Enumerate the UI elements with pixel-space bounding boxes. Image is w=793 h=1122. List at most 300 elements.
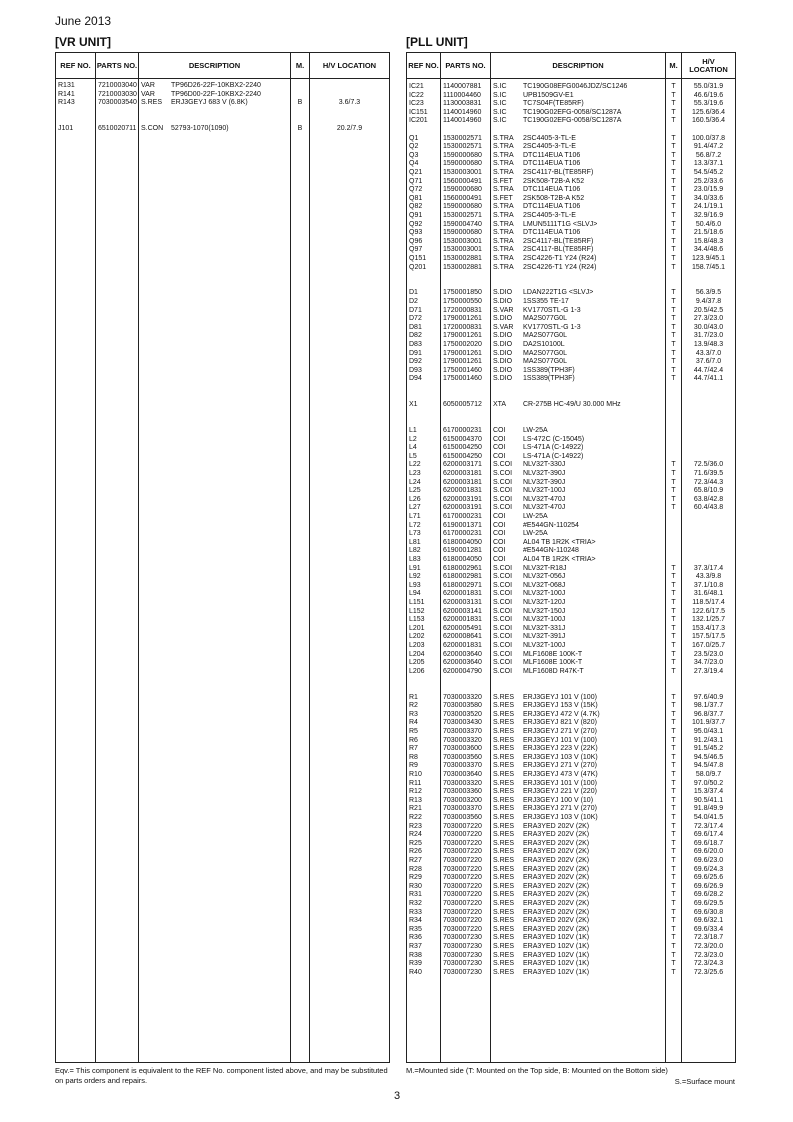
parts-no: 6200001831	[443, 590, 482, 598]
hv-location: 43.3/9.8	[695, 573, 722, 581]
parts-no: 1790001261	[443, 358, 482, 366]
parts-no: 6170000231	[443, 427, 482, 434]
ref-no: R12	[409, 788, 422, 796]
part-description: ERJ3GEYJ 271 V (270)	[523, 762, 597, 770]
ref-no: L83	[409, 556, 421, 563]
part-description: DTC114EUA T106	[523, 186, 581, 194]
mounted-side: T	[671, 263, 676, 271]
parts-no: 6200003640	[443, 650, 482, 658]
parts-no: 7030007220	[443, 908, 482, 916]
part-type: S.RES	[493, 779, 515, 787]
ref-no: L92	[409, 573, 421, 581]
ref-no: R24	[409, 831, 422, 839]
mounted-side: T	[671, 315, 676, 323]
part-type: COI	[493, 452, 506, 460]
ref-no: R40	[409, 968, 422, 976]
part-type: S.TRA	[493, 186, 514, 194]
part-description: ERA3YED 202V (2K)	[523, 917, 590, 925]
hv-location: 56.3/9.5	[695, 289, 722, 297]
part-type: S.RES	[493, 693, 515, 701]
ref-no: Q92	[409, 220, 423, 228]
part-description: NLV32T-390J	[523, 478, 566, 486]
parts-no: 7030007230	[443, 951, 482, 959]
mounted-side: T	[671, 332, 676, 340]
mounted-side: T	[671, 461, 676, 469]
part-description: ERJ3GEYJ 101 V (100)	[523, 693, 597, 701]
ref-no: L4	[409, 444, 417, 452]
parts-no: 7030003640	[443, 771, 482, 778]
parts-no: 6150004250	[443, 452, 482, 460]
mounted-side: T	[671, 753, 676, 761]
hv-location: 98.1/37.7	[693, 702, 724, 710]
part-type: S.COI	[493, 659, 513, 667]
ref-no: L72	[409, 521, 421, 529]
part-type: S.COI	[493, 633, 513, 641]
part-description: ERA3YED 202V (2K)	[523, 865, 590, 873]
hv-location: 54.5/45.2	[693, 169, 724, 176]
parts-no: 1720000831	[443, 306, 482, 314]
part-type: S.TRA	[493, 160, 514, 168]
ref-no: R32	[409, 900, 422, 907]
parts-no: 7030003320	[443, 779, 482, 787]
ref-no: Q81	[409, 194, 423, 202]
ref-no: R33	[409, 908, 422, 916]
ref-no: L153	[409, 616, 425, 624]
part-type: S.COI	[493, 495, 513, 503]
mounted-side: T	[671, 831, 676, 839]
hv-location: 34.0/33.6	[693, 194, 724, 202]
part-type: S.RES	[493, 736, 515, 744]
part-type: S.RES	[493, 917, 515, 925]
part-description: ERJ3GEYJ 271 V (270)	[523, 728, 597, 735]
part-type: S.RES	[493, 771, 515, 778]
part-type: S.RES	[493, 728, 515, 735]
mounted-side: T	[671, 237, 676, 245]
parts-no: 1750000550	[443, 298, 482, 305]
part-type: S.RES	[493, 891, 515, 899]
hv-location: 91.8/49.9	[693, 805, 724, 813]
ref-no: L25	[409, 487, 421, 495]
parts-no: 6200003141	[443, 607, 482, 615]
col-description: DESCRIPTION	[491, 53, 666, 79]
mounted-side: T	[671, 667, 676, 675]
hv-location: 31.7/23.0	[693, 332, 724, 340]
parts-no: 7030003580	[443, 702, 482, 710]
part-description: TC190G08EFG0046JDZ/SC1246	[523, 83, 628, 90]
parts-no: 6200003191	[443, 504, 482, 512]
parts-no: 6170000231	[443, 530, 482, 538]
parts-no: 7030007230	[443, 934, 482, 942]
part-type: S.DIO	[493, 375, 513, 383]
ref-no: L27	[409, 504, 421, 512]
part-description: 1SS389(TPH3F)	[523, 366, 575, 374]
hv-location: 94.5/46.5	[693, 753, 724, 761]
vr-unit-title: [VR UNIT]	[55, 35, 111, 49]
part-description: ERJ3GEYJ 103 V (10K)	[523, 814, 598, 821]
ref-no: Q1	[409, 134, 419, 142]
ref-no: R2	[409, 702, 418, 710]
hv-location: 15.8/48.3	[693, 237, 724, 245]
part-type: S.COI	[493, 478, 513, 486]
hv-location: 63.8/42.8	[693, 495, 724, 503]
parts-no: 7030007220	[443, 900, 482, 907]
part-type: COI	[493, 538, 506, 546]
ref-no: Q201	[409, 263, 427, 271]
part-type: S.RES	[493, 762, 515, 770]
part-description: ERA3YED 102V (1K)	[523, 968, 590, 976]
mounted-side: T	[671, 762, 676, 770]
parts-no: 6200001831	[443, 487, 482, 495]
parts-no: 6150004250	[443, 444, 482, 452]
parts-no: 1750002020	[443, 341, 482, 348]
part-description: KV1770STL-G 1-3	[523, 306, 581, 314]
col-location: H/V LOCATION	[682, 53, 736, 79]
part-type: S.RES	[493, 814, 515, 821]
mounted-side: T	[671, 289, 676, 297]
hv-location: 44.7/42.4	[693, 366, 724, 374]
ref-no: R10	[409, 771, 422, 778]
hv-location: 3.6/7.3	[338, 99, 361, 107]
part-type: S.DIO	[493, 366, 513, 374]
part-type: S.RES	[493, 753, 515, 761]
mounted-side: T	[671, 478, 676, 486]
parts-no: 6190001281	[443, 547, 482, 555]
parts-no: 1750001850	[443, 289, 482, 297]
parts-no: 6200001831	[443, 616, 482, 624]
mounted-side: T	[671, 728, 676, 735]
ref-no: R141	[58, 90, 75, 98]
parts-no: 1790001261	[443, 315, 482, 323]
part-description: NLV32T-391J	[523, 633, 566, 641]
part-type: S.DIO	[493, 349, 513, 357]
part-type: S.RES	[493, 925, 515, 933]
part-type: S.RES	[493, 874, 515, 882]
parts-no: 6200001831	[443, 642, 482, 649]
mounted-side: T	[671, 151, 676, 159]
parts-no: 1530003001	[443, 169, 482, 176]
hv-location: 34.4/48.6	[693, 246, 724, 254]
mounted-side: T	[671, 590, 676, 598]
hv-location: 32.9/16.9	[693, 212, 724, 219]
part-type: S.RES	[493, 719, 515, 727]
ref-no: R5	[409, 728, 418, 735]
hv-location: 23.5/23.0	[693, 650, 724, 658]
part-type: VAR	[141, 82, 155, 89]
part-type: S.COI	[493, 624, 513, 632]
hv-location: 30.0/43.0	[693, 323, 724, 331]
hv-location: 101.9/37.7	[691, 719, 726, 727]
hv-location: 153.4/17.3	[691, 624, 726, 632]
part-description: LDAN222T1G <SLVJ>	[523, 289, 594, 297]
parts-no: 7030003360	[443, 788, 482, 796]
parts-no: 6180002981	[443, 573, 482, 581]
part-type: S.RES	[493, 908, 515, 916]
mounted-side: T	[671, 504, 676, 512]
part-type: S.RES	[493, 968, 515, 976]
hv-location: 9.4/37.8	[695, 298, 722, 305]
ref-no: L206	[409, 667, 425, 675]
hv-location: 69.6/17.4	[693, 831, 724, 839]
mounted-side: T	[671, 581, 676, 589]
parts-no: 6190001371	[443, 521, 482, 529]
part-description: ERJ3GEYJ 271 V (270)	[523, 805, 597, 813]
parts-no: 7030007230	[443, 960, 482, 968]
parts-no: 1530002571	[443, 134, 482, 142]
part-type: S.RES	[493, 951, 515, 959]
part-description: NLV32T-100J	[523, 642, 566, 649]
part-description: ERJ3GEYJ 821 V (820)	[523, 719, 597, 727]
part-description: ERJ3GEYJ 101 V (100)	[523, 736, 597, 744]
ref-no: D93	[409, 366, 422, 374]
parts-no: 7030003370	[443, 762, 482, 770]
part-description: NLV32T-100J	[523, 487, 566, 495]
parts-no: 6200003640	[443, 659, 482, 667]
part-type: S.RES	[493, 745, 515, 753]
ref-no: IC151	[409, 108, 428, 116]
part-description: ERA3YED 202V (2K)	[523, 831, 590, 839]
part-description: NLV32T-056J	[523, 573, 566, 581]
part-type: S.DIO	[493, 315, 513, 323]
part-type: S.RES	[493, 702, 515, 710]
ref-no: X1	[409, 401, 418, 409]
part-description: ERA3YED 202V (2K)	[523, 848, 590, 856]
part-description: ERA3YED 102V (1K)	[523, 951, 590, 959]
ref-no: R131	[58, 82, 75, 89]
mounted-side: B	[297, 99, 303, 107]
ref-no: R23	[409, 822, 422, 830]
mounted-side: T	[671, 900, 676, 907]
part-type: S.VAR	[493, 306, 514, 314]
part-description: AL04 TB 1R2K <TRIA>	[523, 538, 596, 546]
ref-no: L1	[409, 427, 417, 434]
mounted-side: T	[671, 470, 676, 477]
part-type: COI	[493, 435, 506, 443]
parts-no: 6200003131	[443, 599, 482, 606]
mounted-side: T	[671, 169, 676, 176]
parts-no: 6050005712	[443, 401, 482, 409]
part-type: S.CON	[141, 125, 164, 132]
part-description: ERA3YED 102V (1K)	[523, 943, 590, 950]
part-description: ERJ3GEYJ 103 V (10K)	[523, 753, 598, 761]
part-type: COI	[493, 521, 506, 529]
part-description: LS-472C (C-15045)	[523, 435, 585, 443]
part-description: NLV32T-330J	[523, 461, 566, 469]
hv-location: 69.6/30.8	[693, 908, 724, 916]
ref-no: L203	[409, 642, 425, 649]
parts-no: 6200005491	[443, 624, 482, 632]
part-description: NLV32T-100J	[523, 590, 566, 598]
part-description: ERA3YED 202V (2K)	[523, 839, 590, 847]
hv-location: 72.3/25.6	[693, 968, 724, 976]
part-description: MA2S077G0L	[523, 332, 567, 340]
ref-no: L205	[409, 659, 425, 667]
part-description: #E544GN-110254	[523, 521, 579, 529]
mounted-side: T	[671, 882, 676, 890]
ref-no: R6	[409, 736, 418, 744]
parts-no: 7030007230	[443, 968, 482, 976]
mounted-side: T	[671, 874, 676, 882]
hv-location: 20.5/42.5	[693, 306, 724, 314]
parts-no: 6150004370	[443, 435, 482, 443]
part-description: 1SS389(TPH3F)	[523, 375, 575, 383]
mounted-side: T	[671, 117, 676, 125]
part-type: S.COI	[493, 487, 513, 495]
part-type: S.RES	[493, 900, 515, 907]
mounted-side: T	[671, 917, 676, 925]
hv-location: 69.6/33.4	[693, 925, 724, 933]
mounted-side: T	[671, 108, 676, 116]
mounted-side: T	[671, 134, 676, 142]
part-description: ERA3YED 202V (2K)	[523, 822, 590, 830]
part-description: NLV32T-150J	[523, 607, 566, 615]
part-description: NLV32T-470J	[523, 504, 566, 512]
mounted-side: T	[671, 83, 676, 90]
part-type: S.IC	[493, 83, 507, 90]
part-description: LW-25A	[523, 530, 548, 538]
hv-location: 69.6/25.6	[693, 874, 724, 882]
hv-location: 69.6/24.3	[693, 865, 724, 873]
part-type: S.TRA	[493, 203, 514, 211]
mounted-side: T	[671, 848, 676, 856]
part-description: DTC114EUA T106	[523, 229, 581, 237]
part-type: S.TRA	[493, 143, 514, 151]
ref-no: D83	[409, 341, 422, 348]
mounted-side: T	[671, 710, 676, 718]
part-description: ERJ3GEYJ 153 V (15K)	[523, 702, 598, 710]
hv-location: 100.0/37.8	[691, 134, 726, 142]
parts-no: 1590000680	[443, 160, 482, 168]
part-description: 2SC4405-3-TL-E	[523, 134, 576, 142]
hv-location: 65.8/10.9	[693, 487, 724, 495]
ref-no: R30	[409, 882, 422, 890]
mounted-side: T	[671, 203, 676, 211]
hv-location: 44.7/41.1	[693, 375, 724, 383]
mounted-side: T	[671, 358, 676, 366]
parts-no: 1750001460	[443, 366, 482, 374]
part-description: #E544GN-110248	[523, 547, 579, 555]
hv-location: 132.1/25.7	[691, 616, 726, 624]
ref-no: R22	[409, 814, 422, 821]
vr-unit-table	[55, 52, 390, 1063]
hv-location: 94.5/47.8	[693, 762, 724, 770]
hv-location: 13.9/48.3	[693, 341, 724, 348]
ref-no: D1	[409, 289, 418, 297]
parts-no: 1790001261	[443, 332, 482, 340]
part-type: S.RES	[493, 710, 515, 718]
part-type: COI	[493, 530, 506, 538]
ref-no: R9	[409, 762, 418, 770]
part-description: 1SS355 TE-17	[523, 298, 569, 305]
part-description: 2SC4117-BL(TE85RF)	[523, 237, 594, 245]
hv-location: 69.6/29.5	[693, 900, 724, 907]
ref-no: R25	[409, 839, 422, 847]
mounted-side: T	[671, 495, 676, 503]
part-description: 2SC4117-BL(TE85RF)	[523, 246, 594, 254]
part-description: ERA3YED 202V (2K)	[523, 900, 590, 907]
col-parts-no: PARTS NO.	[441, 53, 491, 79]
mounted-side: T	[671, 788, 676, 796]
part-description: NLV32T-331J	[523, 624, 566, 632]
hv-location: 55.3/19.6	[693, 100, 724, 108]
parts-no: 1530002571	[443, 212, 482, 219]
mounted-side: T	[671, 160, 676, 168]
part-description: ERJ3GEYJ 223 V (22K)	[523, 745, 598, 753]
part-description: NLV32T-470J	[523, 495, 566, 503]
part-description: KV1770STL-G 1-3	[523, 323, 581, 331]
ref-no: R13	[409, 796, 422, 804]
part-type: S.IC	[493, 91, 507, 99]
part-type: S.IC	[493, 117, 507, 125]
ref-no: L26	[409, 495, 421, 503]
part-description: NLV32T-100J	[523, 616, 566, 624]
part-description: LS-471A (C-14922)	[523, 452, 584, 460]
parts-no: 7030003320	[443, 693, 482, 701]
part-type: S.TRA	[493, 134, 514, 142]
parts-no: 1590000680	[443, 203, 482, 211]
mounted-side: B	[297, 125, 303, 132]
parts-no: 7030007220	[443, 848, 482, 856]
part-type: S.TRA	[493, 237, 514, 245]
hv-location: 43.3/7.0	[695, 349, 722, 357]
ref-no: R143	[58, 99, 75, 107]
ref-no: L22	[409, 461, 421, 469]
part-type: S.RES	[493, 796, 515, 804]
mounted-side: T	[671, 323, 676, 331]
part-description: LS-471A (C-14922)	[523, 444, 584, 452]
hv-location: 55.0/31.9	[693, 83, 724, 90]
mounted-side: T	[671, 306, 676, 314]
part-description: MLF1608E 100K-T	[523, 650, 583, 658]
ref-no: L204	[409, 650, 425, 658]
part-type: COI	[493, 444, 506, 452]
ref-no: R26	[409, 848, 422, 856]
parts-no: 6200004790	[443, 667, 482, 675]
part-description: 2SC4226-T1 Y24 (R24)	[523, 263, 597, 271]
part-type: S.IC	[493, 108, 507, 116]
part-type: S.RES	[493, 943, 515, 950]
hv-location: 125.6/36.4	[691, 108, 726, 116]
ref-no: Q97	[409, 246, 423, 254]
ref-no: D91	[409, 349, 422, 357]
mounted-side: T	[671, 349, 676, 357]
part-type: S.RES	[493, 822, 515, 830]
mounted-side-note: M.=Mounted side (T: Mounted on the Top side, B: Mounted on the Bottom side)	[406, 1066, 668, 1075]
ref-no: R31	[409, 891, 422, 899]
hv-location: 69.6/18.7	[693, 839, 724, 847]
part-description: NLV32T-120J	[523, 599, 566, 606]
ref-no: L94	[409, 590, 421, 598]
mounted-side: T	[671, 573, 676, 581]
part-description: 2SC4405-3-TL-E	[523, 143, 576, 151]
ref-no: Q96	[409, 237, 423, 245]
mounted-side: T	[671, 607, 676, 615]
part-type: COI	[493, 547, 506, 555]
parts-no: 1750001460	[443, 375, 482, 383]
ref-no: R11	[409, 779, 422, 787]
parts-no: 1530003001	[443, 237, 482, 245]
part-type: S.TRA	[493, 220, 514, 228]
hv-location: 27.3/23.0	[693, 315, 724, 323]
parts-no: 7210003030	[98, 90, 137, 98]
hv-location: 118.5/17.4	[692, 599, 725, 606]
ref-no: IC22	[409, 91, 424, 99]
mounted-side: T	[671, 719, 676, 727]
part-type: S.RES	[493, 882, 515, 890]
ref-no: J101	[58, 125, 74, 132]
ref-no: Q72	[409, 186, 423, 194]
ref-no: D2	[409, 298, 418, 305]
hv-location: 20.2/7.9	[336, 125, 363, 132]
